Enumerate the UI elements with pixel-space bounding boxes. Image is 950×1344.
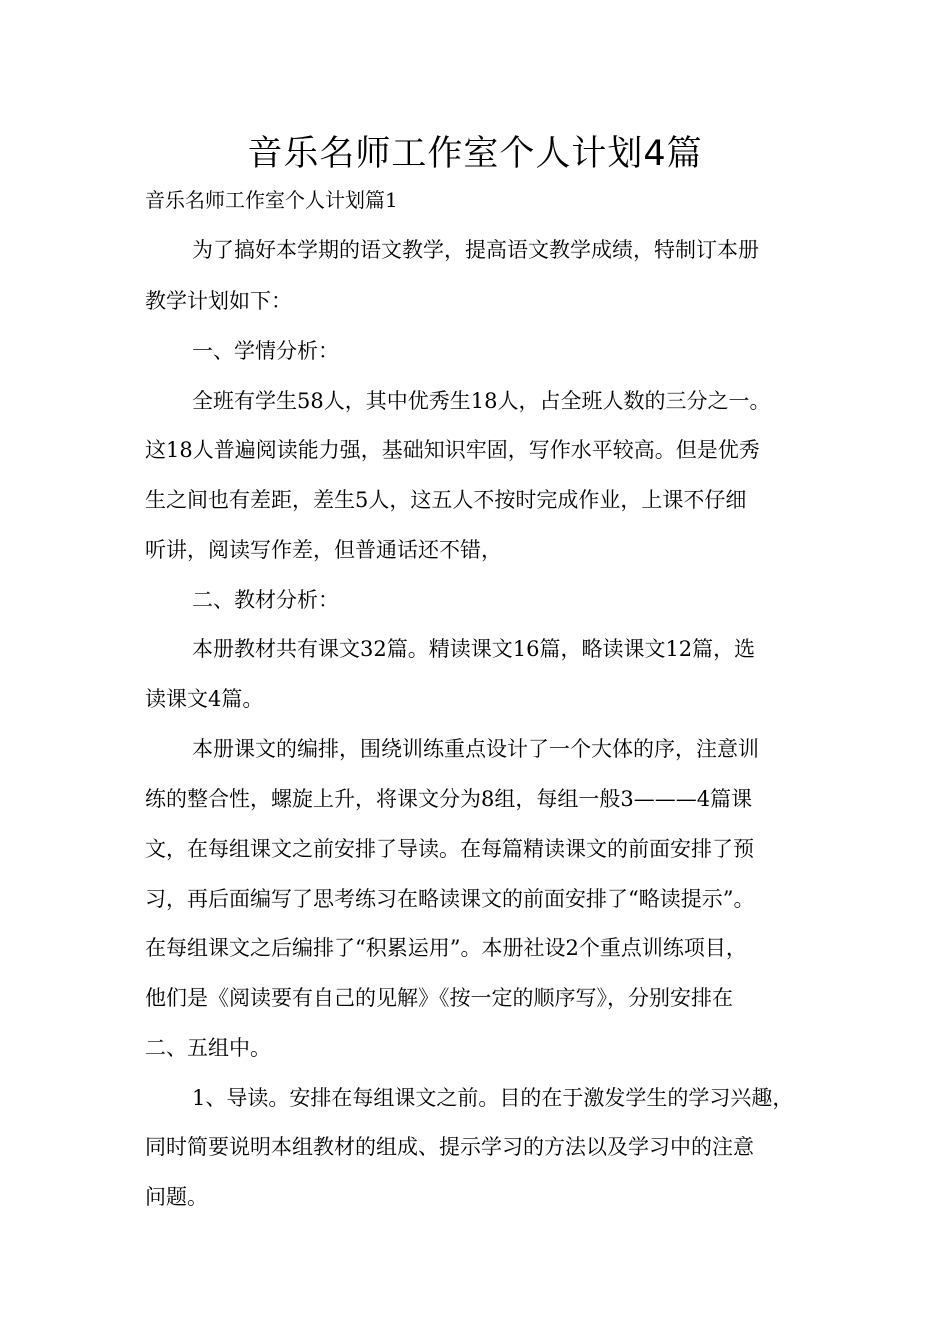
text-line: 同时简要说明本组教材的组成、提示学习的方法以及学习中的注意 [145,1135,754,1159]
text-line: 文，在每组课文之前安排了导读。在每篇精读课文的前面安排了预 [145,837,754,861]
section-heading: 音乐名师工作室个人计划篇1 [145,188,398,212]
text-line: 听讲，阅读写作差，但普通话还不错， [145,538,502,562]
text-line: 1、导读。安排在每组课文之前。目的在于激发学生的学习兴趣， [192,1086,794,1110]
section-label: 二、教材分析： [192,588,339,612]
text-line: 问题。 [145,1185,208,1209]
text-line: 习，再后面编写了思考练习在略读课文的前面安排了“略读提示”。 [145,887,755,911]
text-line: 练的整合性，螺旋上升，将课文分为8组，每组一般3———4篇课 [145,787,753,811]
text-line: 二、五组中。 [145,1036,271,1060]
text-line: 他们是《阅读要有自己的见解》《按一定的顺序写》，分别安排在 [145,986,733,1010]
text-line: 本册课文的编排，围绕训练重点设计了一个大体的序，注意训 [192,737,759,761]
text-line: 本册教材共有课文32篇。精读课文16篇，略读课文12篇，选 [192,637,756,661]
text-line: 生之间也有差距，差生5人，这五人不按时完成作业，上课不仔细 [145,488,747,512]
text-line: 在每组课文之后编排了“积累运用”。本册社设2个重点训练项目， [145,936,747,960]
text-line: 这18人普遍阅读能力强，基础知识牢固，写作水平较高。但是优秀 [145,438,760,462]
section-label: 一、学情分析： [192,339,339,363]
text-line: 读课文4篇。 [145,687,264,711]
text-line: 教学计划如下： [145,289,292,313]
text-line: 为了搞好本学期的语文教学，提高语文教学成绩，特制订本册 [192,238,759,262]
text-line: 全班有学生58人，其中优秀生18人，占全班人数的三分之一。 [192,389,771,413]
document-title: 音乐名师工作室个人计划4篇 [247,134,703,174]
